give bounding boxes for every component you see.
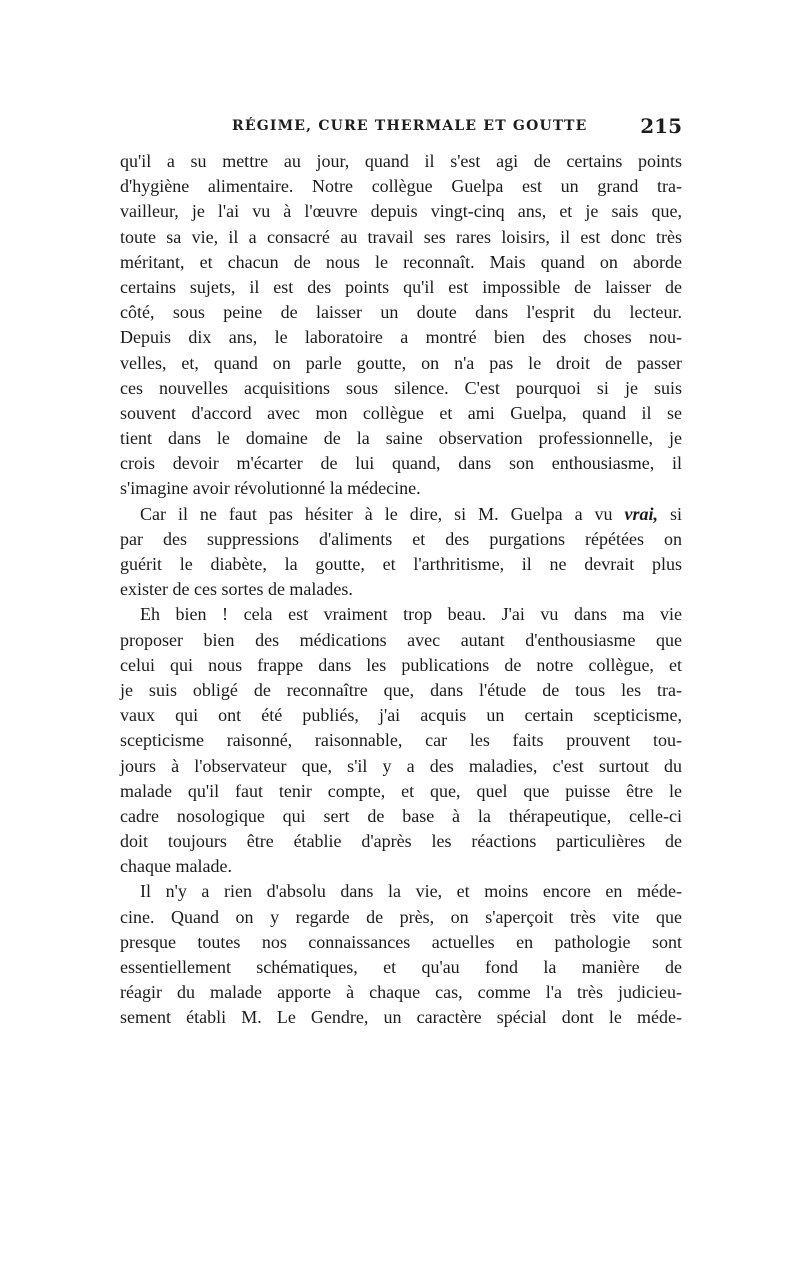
text-line: celui qui nous frappe dans les publications de notre collègue, et (120, 654, 682, 675)
running-head (120, 116, 682, 140)
text-line: cine. Quand on y regarde de près, on s'aperçoit très vite que (120, 906, 682, 927)
body-text (120, 149, 682, 1031)
text-line: souvent d'accord avec mon collègue et ami Guelpa, quand il se (120, 402, 682, 423)
text-line: certains sujets, il est des points qu'il est impossible de laisser de (120, 276, 682, 297)
text-line: méritant, et chacun de nous le reconnaît. Mais quand on aborde (120, 251, 682, 272)
running-title: RÉGIME, CURE THERMALE ET GOUTTE (232, 118, 588, 134)
text-line: jours à l'observateur que, s'il y a des maladies, c'est surtout du (120, 755, 682, 776)
text-line: vailleur, je l'ai vu à l'œuvre depuis vingt-cinq ans, et je sais que, (120, 201, 682, 222)
text-line: cadre nosologique qui sert de base à la thérapeutique, celle-ci (120, 805, 682, 826)
text-line: s'imagine avoir révolutionné la médecine. (120, 478, 421, 499)
text-line: chaque malade. (120, 856, 232, 877)
text-line: toute sa vie, il a consacré au travail ses rares loisirs, il est donc très (120, 226, 682, 247)
text-line: velles, et, quand on parle goutte, on n'a pas le droit de passer (120, 352, 682, 373)
text-line: Car il ne faut pas hésiter à le dire, si M. Guelpa a vu vrai, si (140, 503, 682, 524)
text-line: presque toutes nos connaissances actuelles en pathologie sont (120, 931, 682, 952)
text-line: Eh bien ! cela est vraiment trop beau. J'ai vu dans ma vie (140, 604, 682, 625)
paragraph-1 (120, 149, 682, 502)
text-line: Depuis dix ans, le laboratoire a montré bien des choses nou- (120, 327, 682, 348)
text-line: par des suppressions d'aliments et des purgations répétées on (120, 528, 682, 549)
text-line: ces nouvelles acquisitions sous silence. C'est pourquoi si je suis (120, 377, 682, 398)
text-line: je suis obligé de reconnaître que, dans l'étude de tous les tra- (120, 679, 682, 700)
text-line: tient dans le domaine de la saine observation professionnelle, je (120, 428, 682, 449)
text-line: scepticisme raisonné, raisonnable, car les faits prouvent tou- (120, 730, 682, 751)
text-line: d'hygiène alimentaire. Notre collègue Guelpa est un grand tra- (120, 176, 682, 197)
text-line: Il n'y a rien d'absolu dans la vie, et moins encore en méde- (140, 881, 682, 902)
emphasis-vrai: vrai, (624, 503, 659, 524)
paragraph-4 (120, 879, 682, 1030)
text-line: qu'il a su mettre au jour, quand il s'est agi de certains points (120, 151, 682, 171)
text-line: crois devoir m'écarter de lui quand, dans son enthousiasme, il (120, 453, 682, 474)
text-line: côté, sous peine de laisser un doute dans l'esprit du lecteur. (120, 302, 682, 323)
text-line: proposer bien des médications avec autant d'enthousiasme que (120, 629, 682, 650)
text-line: essentiellement schématiques, et qu'au fond la manière de (120, 957, 682, 977)
text-line: malade qu'il faut tenir compte, et que, quel que puisse être le (120, 780, 682, 801)
page-number: 215 (640, 114, 682, 138)
text-line: réagir du malade apporte à chaque cas, comme l'a très judicieu- (120, 982, 682, 1003)
text-line: exister de ces sortes de malades. (120, 579, 353, 600)
paragraph-2 (120, 502, 682, 603)
text-line: vaux qui ont été publiés, j'ai acquis un certain scepticisme, (120, 705, 682, 726)
text-line: doit toujours être établie d'après les réactions particulières de (120, 831, 682, 852)
paragraph-3 (120, 602, 682, 879)
text-line: sement établi M. Le Gendre, un caractère spécial dont le méde- (120, 1007, 682, 1028)
text-line: guérit le diabète, la goutte, et l'arthritisme, il ne devrait plus (120, 554, 682, 574)
